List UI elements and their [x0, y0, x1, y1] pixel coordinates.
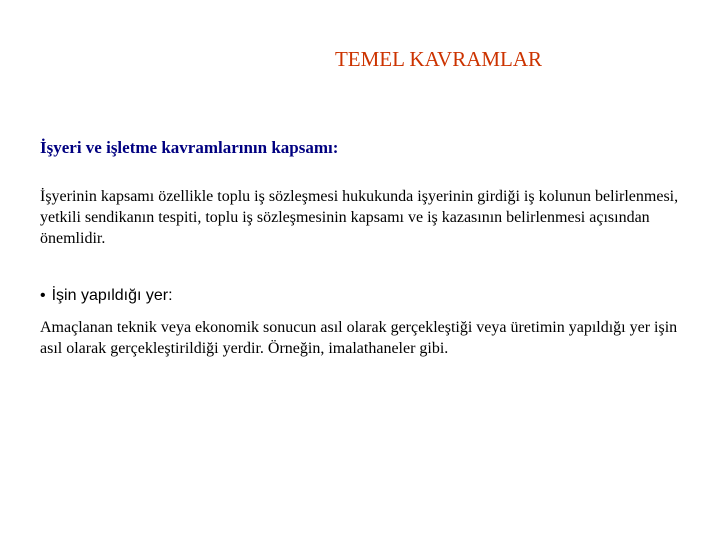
slide-title: TEMEL KAVRAMLAR	[334, 47, 543, 71]
bullet-marker-icon: •	[40, 287, 46, 304]
bullet-item-work-location	[40, 285, 173, 306]
body-paragraph-workplace-scope: İşyerinin kapsamı özellikle toplu iş sözleşmesi hukukunda işyerinin girdiği iş kolunun belirlenmesi, yetkili sendikanın tespiti, toplu iş sözleşmesinin kapsamı ve iş kazasının belirlenmesi açısından önemlidir.	[40, 188, 679, 247]
body-paragraph-work-location: Amaçlanan teknik veya ekonomik sonucun asıl olarak gerçekleştiği veya üretimin yapıldığı yer işin asıl olarak gerçekleştirildiği yerdir. Örneğin, imalathaneler gibi.	[40, 319, 678, 357]
section-heading: İşyeri ve işletme kavramlarının kapsamı:	[40, 138, 339, 157]
bullet-label: İşin yapıldığı yer:	[51, 287, 173, 304]
